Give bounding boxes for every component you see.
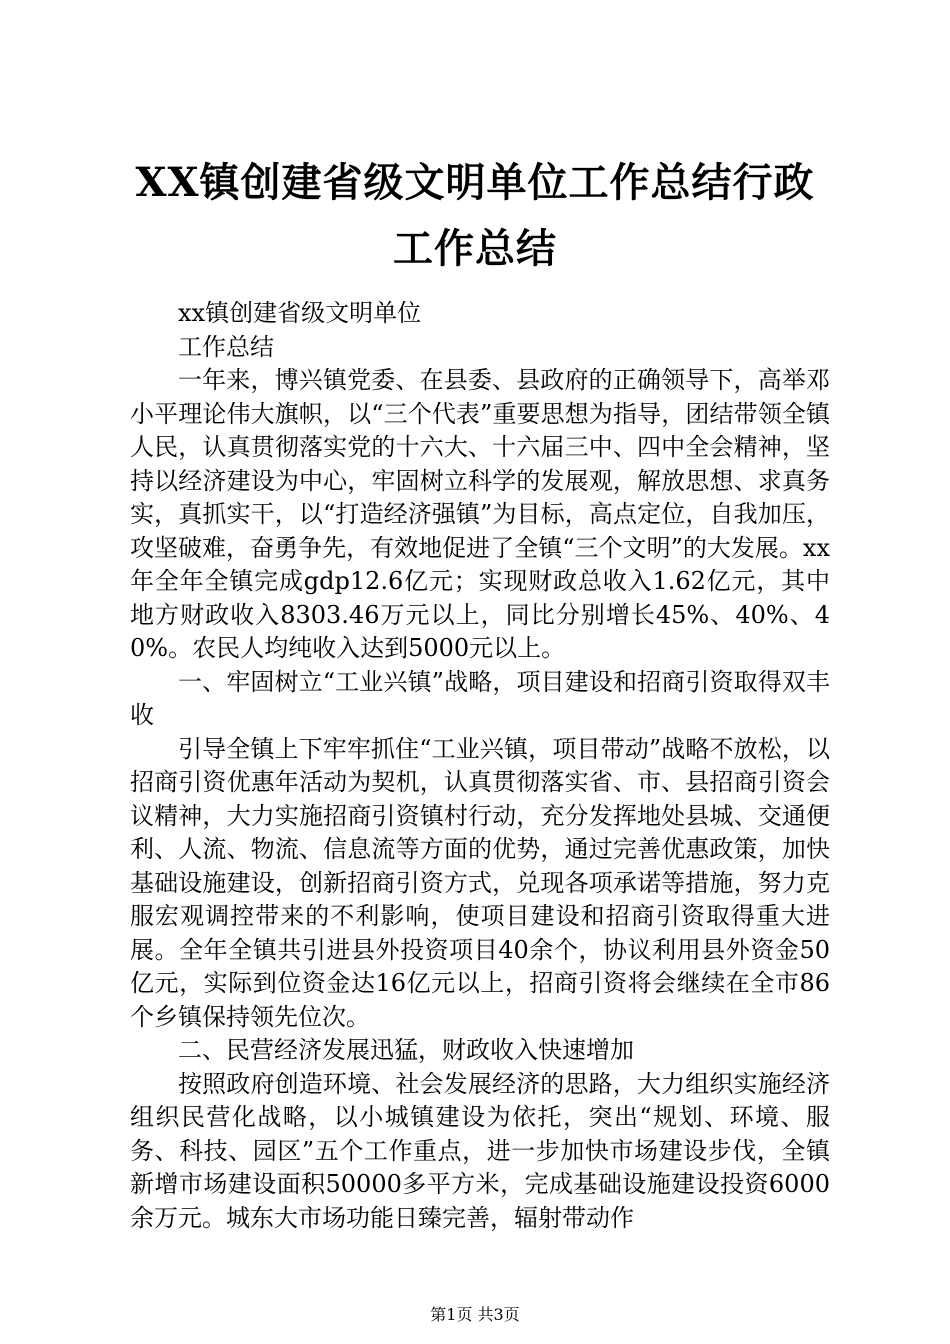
section-paragraph-2: 按照政府创造环境、社会发展经济的思路，大力组织实施经济组织民营化战略，以小城镇建设为依托，突出“规划、环境、服务、科技、园区”五个工作重点，进一步加快市场建设步伐，全镇新增市场建设面积50000多平方米，完成基础设施建设投资6000余万元。城东大市场功能日臻完善，辐射带动作	[130, 1069, 830, 1232]
document-body	[130, 297, 830, 1235]
page-number-footer: 第1页 共3页	[430, 1305, 520, 1324]
intro-paragraph: 一年来，博兴镇党委、在县委、县政府的正确领导下，高举邓小平理论伟大旗帜，以“三个代表”重要思想为指导，团结带领全镇人民，认真贯彻落实党的十六大、十六届三中、四中全会精神，坚持以经济建设为中心，牢固树立科学的发展观，解放思想、求真务实，真抓实干，以“打造经济强镇”为目标，高点定位，自我加压，攻坚破难，奋勇争先，有效地促进了全镇“三个文明”的大发展。xx年全年全镇完成gdp12.6亿元；实现财政总收入1.62亿元，其中地方财政收入8303.46万元以上，同比分别增长45%、40%、40%。农民人均纯收入达到5000元以上。	[130, 366, 830, 662]
section-heading-2: 二、民营经济发展迅猛，财政收入快速增加	[178, 1036, 634, 1064]
section-paragraph-1: 引导全镇上下牢牢抓住“工业兴镇，项目带动”战略不放松，以招商引资优惠年活动为契机，认真贯彻落实省、市、县招商引资会议精神，大力实施招商引资镇村行动，充分发挥地处县城、交通便利、人流、物流、信息流等方面的优势，通过完善优惠政策，加快基础设施建设，创新招商引资方式，兑现各项承诺等措施，努力克服宏观调控带来的不利影响，使项目建设和招商引资取得重大进展。全年全镇共引进县外投资项目40余个，协议利用县外资金50亿元，实际到位资金达16亿元以上，招商引资将会继续在全市86个乡镇保持领先位次。	[130, 734, 830, 1031]
subtitle-line-1: xx镇创建省级文明单位	[178, 299, 422, 327]
subtitle-line-2: 工作总结	[178, 332, 274, 361]
section-heading-1: 一、牢固树立“工业兴镇”战略，项目建设和招商引资取得双丰收	[130, 667, 830, 729]
document-title: XX镇创建省级文明单位工作总结行政工作总结	[135, 159, 815, 272]
